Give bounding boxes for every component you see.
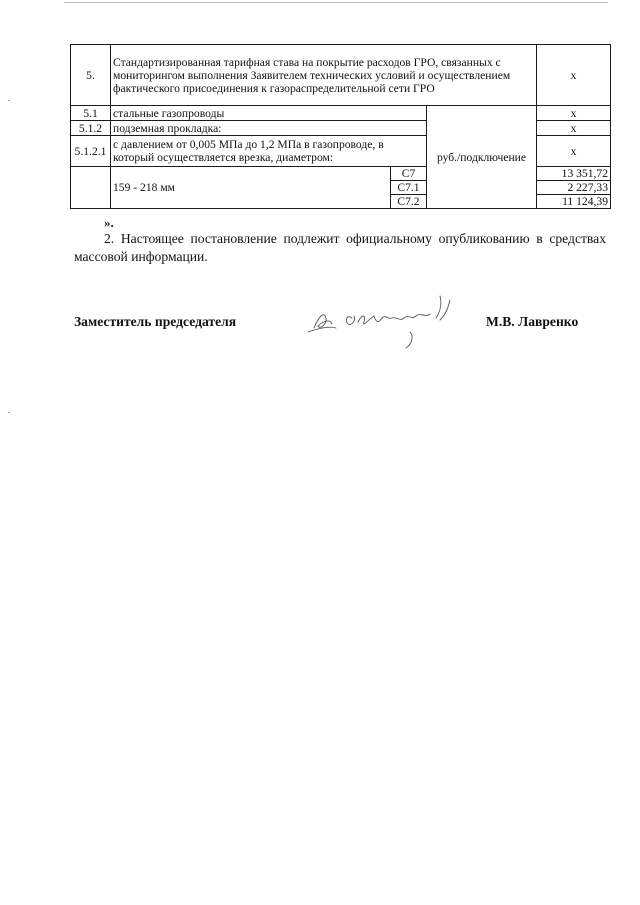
row-value: х xyxy=(537,45,611,106)
unit-cell: руб./подключение xyxy=(427,106,537,209)
row-description: с давлением от 0,005 МПа до 1,2 МПа в газопроводе, в который осуществляется врезка, диаметром: xyxy=(111,136,427,167)
publication-paragraph: 2. Настоящее постановление подлежит официальному опубликованию в средствах массовой информации. xyxy=(74,231,606,264)
code-cell: С7.1 xyxy=(391,181,427,195)
row-value: х xyxy=(537,136,611,167)
table-row xyxy=(71,45,611,106)
value-cell: 2 227,33 xyxy=(537,181,611,195)
diameter-cell: 159 - 218 мм xyxy=(111,167,391,209)
row-description: стальные газопроводы xyxy=(111,106,427,121)
handwritten-signature xyxy=(300,288,470,352)
closing-quote: ». xyxy=(104,215,114,230)
row-number: 5.1.2.1 xyxy=(71,136,111,167)
row-description: Стандартизированная тарифная става на покрытие расходов ГРО, связанных с мониторингом выполнения Заявителем технических условий и осуществлением фактического присоединения к газораспределительной сети ГРО xyxy=(111,45,537,106)
row-value: х xyxy=(537,106,611,121)
scan-mark xyxy=(8,100,10,101)
row-number-empty xyxy=(71,167,111,209)
value-cell: 13 351,72 xyxy=(537,167,611,181)
scan-mark xyxy=(8,412,10,413)
top-border-line xyxy=(64,2,608,3)
row-number: 5. xyxy=(71,45,111,106)
code-cell: С7 xyxy=(391,167,427,181)
tariff-table xyxy=(70,44,611,209)
table-row xyxy=(71,106,611,121)
row-number: 5.1 xyxy=(71,106,111,121)
signatory-title: Заместитель председателя xyxy=(74,314,237,329)
row-number: 5.1.2 xyxy=(71,121,111,136)
row-description: подземная прокладка: xyxy=(111,121,427,136)
row-value: х xyxy=(537,121,611,136)
value-cell: 11 124,39 xyxy=(537,195,611,209)
code-cell: С7.2 xyxy=(391,195,427,209)
signatory-name: М.В. Лавренко xyxy=(486,314,579,329)
